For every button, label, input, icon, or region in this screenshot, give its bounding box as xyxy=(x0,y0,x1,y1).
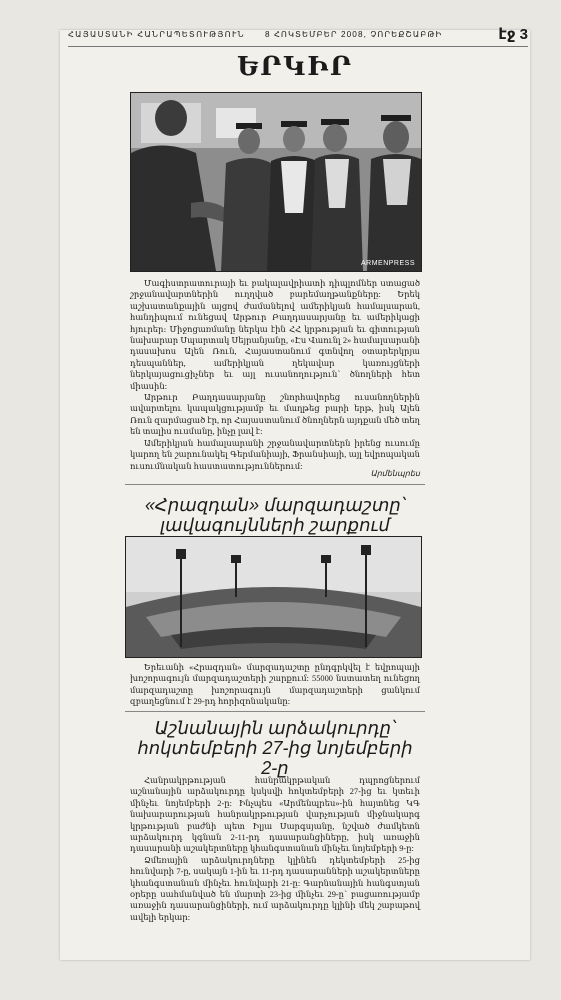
page-number: էջ 3 xyxy=(498,26,528,43)
article-paragraph: Հանրակրթության հանրակրթական դպրոցներում աշնանային արձակուրդը կսկսվի հոկտեմբերի 27-ից եւ կտեւի մինչեւ նոյեմբերի 2-ը: Ինչպես «Արմենպրես»-ին հայտնեց ԿԳ նախարարության հանրակրթության վարչության միջնակարգ կրթության բաժնի պետ Իլյա Սարգսյանը, նշված ժամկետն արձակուրդ կգնան 2-11-րդ դասարանցիները, իսկ առաջին դասարանի աշակերտները կհանգստանան մինչեւ նոյեմբերի 9-ը: xyxy=(130,776,420,854)
section-title: ԵՐԿԻՐ xyxy=(236,52,354,82)
graduation-photo xyxy=(130,92,422,272)
vacation-headline: Աշնանային արձակուրդը՝ հոկտեմբերի 27-ից նոյեմբերի 2-ը xyxy=(137,718,413,778)
article-paragraph: Արթուր Բաղդասարյանը շնորհավորեց ուսանողներին ավարտելու կապակցությամբ եւ մաղթեց բարի երթ, իսկ Ալեն Ռուն զարմացած էր, որ Հայաստանում ծնողներն այդքան մեծ տեղ են տալիս ուսմանը, ինչը լավ է: xyxy=(130,393,420,437)
article-byline: Արմենպրես xyxy=(370,469,420,478)
stadium-photo xyxy=(125,536,422,658)
issue-date: 8 ՀՈԿՏԵՄԲԵՐ 2008, ՉՈՐԵՔՇԱԲԹԻ xyxy=(264,30,443,39)
stadium-headline: «Հրազդան» մարզադաշտը՝ լավագույնների շարքում xyxy=(144,495,406,535)
divider xyxy=(125,711,425,712)
article-paragraph: Ձմեռային արձակուրդները կլինեն դեկտեմբերի 25-ից հունվարի 7-ը, սակայն 1-ին եւ 11-րդ դասարանների աշակերտները կհանգստանան մինչեւ հունվարի 21-ը: Գարնանային հանգստյան օրերը սահմանված են մարտի 23-ից մինչեւ 29-ը՝ բացառությամբ առաջին դասարանցիների, ում արձակուրդը կլինի մեկ շաբաթով ավելի երկար: xyxy=(130,855,420,922)
page-header xyxy=(68,22,528,47)
article-paragraph: Ամերիկյան համալսարանի շրջանավարտներն իրենց ուսումը կարող են շարունակել Գերմանիայի, Ֆրանսիայի, այլ եվրոպական ուսումնական հաստատություններում: xyxy=(130,438,420,471)
photo-credit: ARMENPRESS xyxy=(360,260,415,267)
article-graduation xyxy=(130,278,420,472)
article-paragraph: Մագիստրատուրայի եւ բակալավրիատի դիպլոմներ ստացած շրջանավարտներին ուղղված բարեմաղթանքները: Երեկ աշխատանքային այցով ժամանելով ամերիկյան համալսարան, հանդիպում ունեցավ Արթուր Բաղդասարյանը եւ ամերիկացի հյուրեր։ Միջոցառմանը ներկա էին ՀՀ կրթության եւ գիտության նախարար Սպարտակ Սեյրանյանը, «Էս Վաունլ 2» համալսարանի դասախոս Ալեն Ռուն, Հայաստանում գտնվող օտարերկրյա դեսպաններ, ամերիկյան ղեկավար կառույցների ներկայացուցիչներ եւ այլ ուսանողություն՝ ծնողների հետ միասին: xyxy=(130,279,420,391)
article-vacation xyxy=(130,775,420,923)
publication-name: ՀԱՅԱՍՏԱՆԻ ՀԱՆՐԱՊԵՏՈՒԹՅՈՒՆ xyxy=(68,30,245,39)
article-stadium xyxy=(130,662,420,708)
divider xyxy=(125,484,425,485)
article-paragraph: Երեւանի «Հրազդան» մարզադաշտը ընդգրկվել է եվրոպայի խոշորագույն մարզադաշտերի շարքում: 55000 նստատեղ ունեցող մարզադաշտը խոշորագույն մարզադաշտերի ցանկում զբաղեցնում է 29-րդ հորիզոնականը: xyxy=(130,663,420,707)
